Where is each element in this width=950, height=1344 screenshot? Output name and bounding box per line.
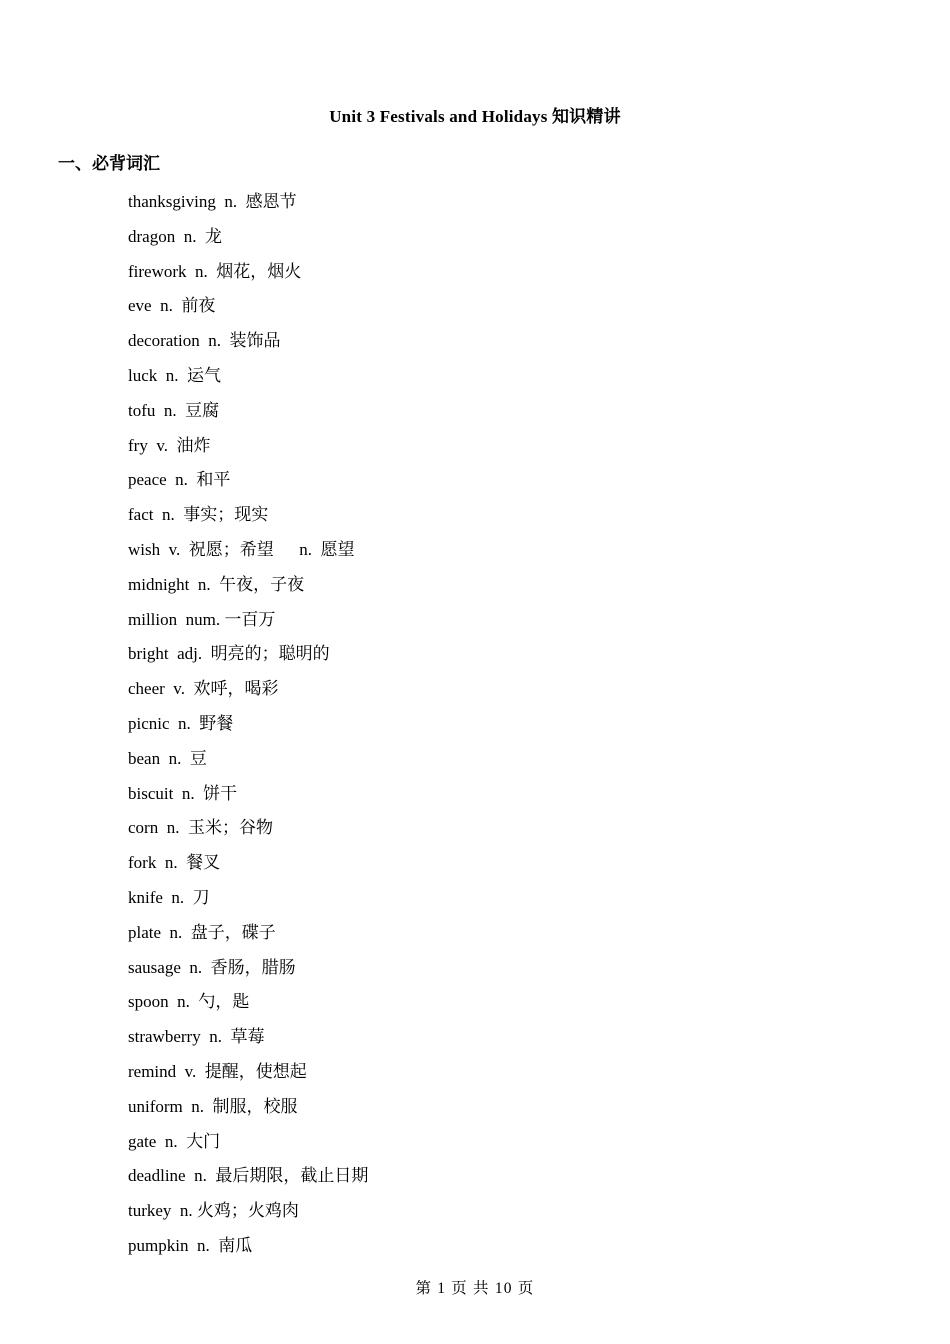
- list-item: bean n. 豆: [128, 748, 207, 768]
- vocabulary-list: [0, 174, 950, 1264]
- list-item: tofu n. 豆腐: [128, 400, 220, 420]
- list-item: strawberry n. 草莓: [128, 1027, 265, 1047]
- section-heading-vocabulary: 一、必背词汇: [58, 154, 160, 173]
- list-item: thanksgiving n. 感恩节: [128, 192, 297, 211]
- list-item: dragon n. 龙: [128, 226, 222, 246]
- list-item: plate n. 盘子，碟子: [128, 922, 276, 942]
- list-item: biscuit n. 饼干: [128, 783, 238, 803]
- list-item: knife n. 刀: [128, 887, 210, 907]
- list-item: spoon n. 勺，匙: [128, 992, 250, 1012]
- list-item: wish v. 祝愿；希望 n. 愿望: [128, 539, 355, 559]
- list-item: sausage n. 香肠，腊肠: [128, 957, 296, 977]
- list-item: luck n. 运气: [128, 365, 222, 385]
- list-item: pumpkin n. 南瓜: [128, 1235, 253, 1255]
- page-title: Unit 3 Festivals and Holidays 知识精讲: [329, 107, 621, 126]
- list-item: remind v. 提醒，使想起: [128, 1061, 307, 1081]
- list-item: million num. 一百万: [128, 609, 276, 629]
- list-item: fry v. 油炸: [128, 435, 211, 455]
- list-item: gate n. 大门: [128, 1131, 221, 1151]
- list-item: decoration n. 装饰品: [128, 331, 281, 351]
- list-item: bright adj. 明亮的；聪明的: [128, 644, 330, 664]
- list-item: picnic n. 野餐: [128, 713, 234, 733]
- list-item: deadline n. 最后期限，截止日期: [128, 1166, 369, 1186]
- list-item: midnight n. 午夜，子夜: [128, 574, 305, 594]
- list-item: eve n. 前夜: [128, 296, 216, 316]
- page-footer: 第 1 页 共 10 页: [415, 1280, 535, 1297]
- list-item: fork n. 餐叉: [128, 853, 221, 873]
- list-item: peace n. 和平: [128, 470, 231, 490]
- list-item: turkey n. 火鸡；火鸡肉: [128, 1201, 299, 1221]
- list-item: firework n. 烟花，烟火: [128, 261, 302, 281]
- list-item: cheer v. 欢呼，喝彩: [128, 679, 279, 699]
- list-item: uniform n. 制服，校服: [128, 1096, 298, 1116]
- list-item: corn n. 玉米；谷物: [128, 818, 273, 838]
- list-item: fact n. 事实；现实: [128, 505, 269, 525]
